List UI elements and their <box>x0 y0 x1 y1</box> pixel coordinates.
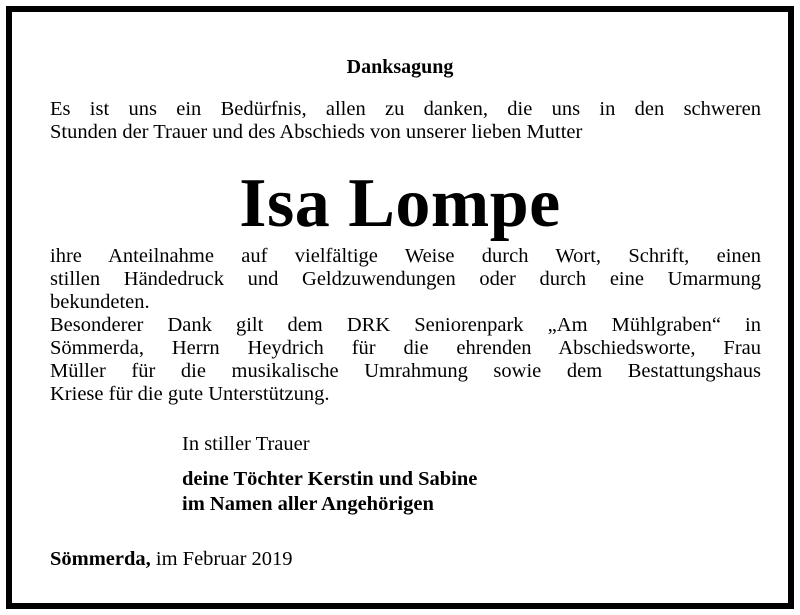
body-line: bekundeten. <box>50 291 150 313</box>
body-line: ihre Anteilnahme auf vielfältige Weise durch Wort, Schrift, einen <box>50 245 761 267</box>
obituary-notice-frame <box>6 6 794 609</box>
special-thanks-paragraph <box>50 314 761 406</box>
place-name: Sömmerda, <box>50 548 151 570</box>
deceased-name: Isa Lompe <box>239 165 561 242</box>
signer-line: im Namen aller Angehörigen <box>182 493 434 515</box>
mourning-phrase: In stiller Trauer <box>182 433 310 455</box>
intro-line: Es ist uns ein Bedürfnis, allen zu danken, die uns in den schweren <box>50 98 761 120</box>
special-thanks-line: Kriese für die gute Unterstützung. <box>50 383 330 405</box>
body-line: stillen Händedruck und Geldzuwendungen oder durch eine Umarmung <box>50 268 761 290</box>
special-thanks-line: Sömmerda, Herrn Heydrich für die ehrenden Abschiedsworte, Frau <box>50 337 761 359</box>
intro-paragraph <box>50 98 761 144</box>
signer-line: deine Töchter Kerstin und Sabine <box>182 468 478 490</box>
notice-heading: Danksagung <box>346 56 454 78</box>
body-paragraph <box>50 245 761 314</box>
place-date-line <box>50 547 293 571</box>
notice-date: im Februar 2019 <box>155 548 293 570</box>
intro-line: Stunden der Trauer und des Abschieds von unserer lieben Mutter <box>50 121 583 143</box>
special-thanks-line: Besonderer Dank gilt dem DRK Seniorenpark „Am Mühlgraben“ in <box>50 314 761 336</box>
signers-block <box>182 467 477 517</box>
special-thanks-line: Müller für die musikalische Umrahmung sowie dem Bestattungshaus <box>50 360 761 382</box>
